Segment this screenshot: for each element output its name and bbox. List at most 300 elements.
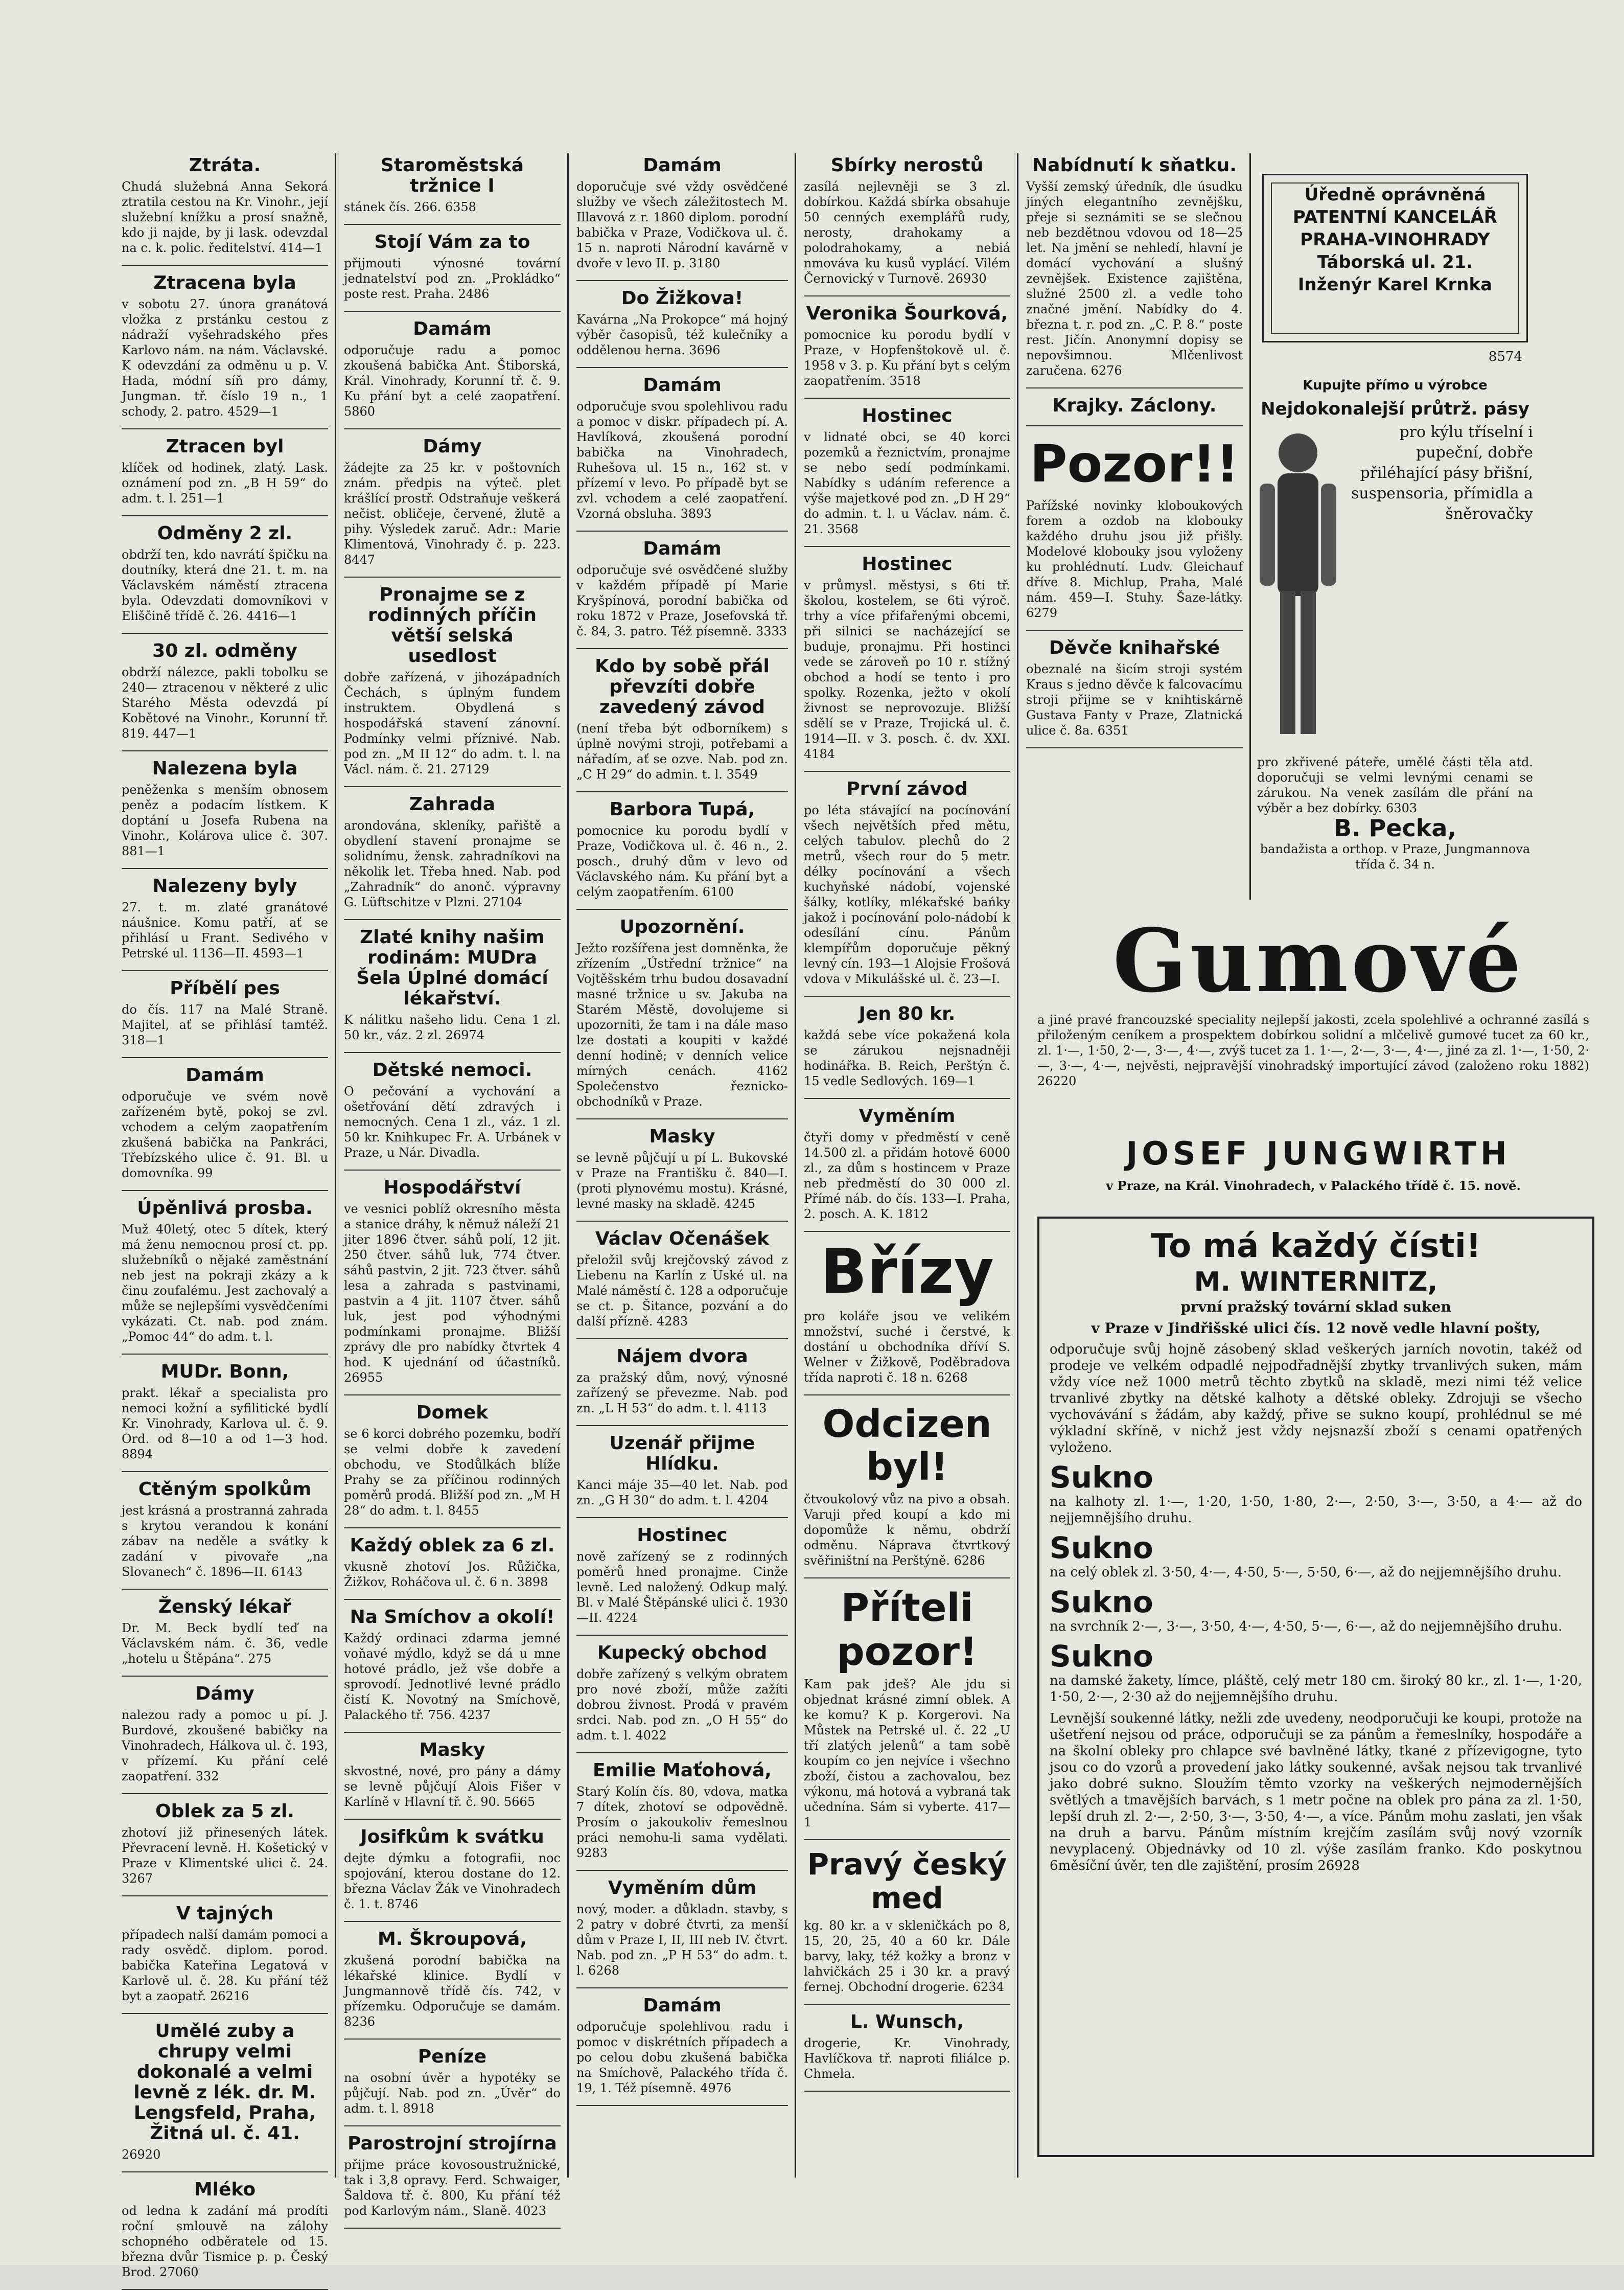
ad-body: nově zařízený se z rodinných poměrů hned pronajme. Cinže levně. Led naložený. Odkup malý. Bl. v Malé Štěpánské ulici č. 1930—II. 4224 bbox=[576, 1549, 788, 1625]
ad-body: po léta stávající na pocínování všech největších před mětu, celých tabulov. plechů do 2 metrů, všech rour do 5 metr. délky pocínování a všech kuchyňské nádobí, vojenské šálky, kotlíky, mlékařské bańky jakož i pocínování polo-nádobí k odesílání cínu. Pánům klempířům doporučuje pěkný levný cín. 193—1 Alojsie Frošová vdova v Mikulášské ul. č. 23—I. bbox=[804, 803, 1010, 986]
ad-body: zasílá nejlevněji se 3 zl. dobírkou. Každá sbírka obsahuje 50 cenných exemplářů rudy, nerosty, drahokamy a polodrahokamy, a nebiá nmováva ku kusů vyplácí. Vilém Černovický v Turnově. 26930 bbox=[804, 179, 1010, 286]
classified-ad bbox=[1026, 638, 1243, 738]
ad-divider bbox=[122, 868, 328, 869]
ad-body: čtyři domy v předměstí v ceně 14.500 zl. a přidám hotově 6000 zl., za dům s hostincem v Praze neb předměstí do 30 000 zl. Přímé náb. do čís. 133—I. Praha, 2. posch. A. K. 1812 bbox=[804, 1130, 1010, 1221]
classified-ad bbox=[804, 779, 1010, 987]
classified-ad bbox=[576, 1433, 788, 1508]
ad-divider bbox=[122, 1793, 328, 1794]
ad-body: odporučuje svou spolehlivou radu a pomoc v diskr. případech pí. A. Havlíková, zkoušená porodní babička na Vinohradech, Ruhešova ul. 15 n., 162 st. v přízemí v levo. Po případě byt se zvl. vchodem a celé zaopatření. Vzorná obsluha. 3893 bbox=[576, 399, 788, 521]
classified-ad bbox=[1026, 433, 1243, 621]
ad-heading: Vyměním bbox=[859, 1106, 956, 1127]
truss-ad bbox=[1257, 373, 1533, 872]
ad-body: odporučuje spolehlivou radu i pomoc v diskrétních případech a po celou dobu zkušená babička na Smíchově, Palackého třída č. 19, 1. Též písemně. 4976 bbox=[576, 2020, 788, 2095]
ad-body: nalezou rady a pomoc u pí. J. Burdové, zkoušené babičky na Vinohradech, Hálkova ul. č. 193, v přízemí. Ku přání celé zaopatření. 332 bbox=[122, 1708, 328, 1783]
ad-body: peněženka s menším obnosem peněz a podacím lístkem. K doptání u Josefa Rubena na Vinohr., Kolárova ulice č. 307. 881—1 bbox=[122, 783, 328, 858]
column-rule bbox=[1017, 153, 1018, 2178]
ad-divider bbox=[122, 1589, 328, 1590]
ad-heading: Václav Očenášek bbox=[595, 1228, 770, 1249]
ad-heading: Hostinec bbox=[862, 554, 953, 575]
classified-ad bbox=[344, 155, 561, 215]
ad-divider bbox=[576, 1221, 788, 1222]
ad-body: dobře zařízená, v jihozápadních Čechách, s úplným fundem instruktem. Obydlená s hospodářská stavení zánovní. Podmínky velmi příznivé. Nab. pod zn. „M II 12“ do adm. t. l. na Václ. nám. č. 21. 27129 bbox=[344, 670, 561, 776]
classified-ad bbox=[576, 1643, 788, 1743]
ad-body: v průmysl. městysi, s 6ti tř. školou, kostelem, se 6ti výroč. trhy a více přifařenými obcemi, při silnici se nacházející se buduje, pronajmu. Při hostinci vede se zároveň po 10 r. stížný obchod a hodí se tento i pro spolky. Rozenka, ježto v okolí živnost se neprovozuje. Bližší sdělí se v Praze, Trojická ul. č. 1914—II. v 3. posch. č. dv. XXI. 4184 bbox=[804, 578, 1010, 761]
ad-heading: Ztracena byla bbox=[153, 272, 296, 293]
ad-body: Muž 40letý, otec 5 dítek, který má ženu nemocnou prosí ct. pp. služebníků o nějaké zaměstnání neb jest na pokraji zkázy a k činu zoufalému. Jest zachovalý a může se nejlepšími vysvědčeními vykázati. Ct. nab. pod znám. „Pomoc 44“ do adm. t. l. bbox=[122, 1222, 328, 1344]
ad-body: 27. t. m. zlaté granátové náušnice. Komu patří, ať se přihlásí u Frant. Sedivého v Petrské ul. 1136—II. 4593—1 bbox=[122, 900, 328, 960]
ad-body: arondována, skleníky, pařiště a obydlení stavení pronajme se solidnímu, žensk. zahradníkovi na několik let. Třeba hned. Nab. pod „Zahradník“ do anonč. výpravny G. Lüftschitze v Plzni. 27104 bbox=[344, 818, 561, 909]
ad-divider bbox=[344, 577, 561, 578]
ad-divider bbox=[122, 2013, 328, 2014]
ad-heading: JOSEF JUNGWIRTH bbox=[1126, 1135, 1511, 1172]
ad-number: 8574 bbox=[1488, 349, 1522, 364]
ad-divider bbox=[122, 1676, 328, 1677]
ad-divider bbox=[576, 367, 788, 368]
ad-body: čtvoukolový vůz na pivo a obsah. Varuji před koupí a kdo mi dopomůže k němu, obdrží odměnu. Náprava čtvrtkový svěřiništní na Perštýně. 6286 bbox=[804, 1492, 1010, 1568]
ad-heading: V tajných bbox=[176, 1903, 274, 1924]
ad-heading: Oblek za 5 zl. bbox=[155, 1801, 294, 1822]
classified-ad bbox=[122, 523, 328, 624]
classified-ad bbox=[122, 641, 328, 741]
classified-column-2 bbox=[340, 153, 565, 2218]
ad-body: Každý ordinaci zdarma jemné voňavé mýdlo, když se dá u mne hotové prádlo, jež vše dobře a sprovodí. Jednotlivé levné prádlo čistí K. Novotný na Smíchově, Palackého tř. 756. 4237 bbox=[344, 1631, 561, 1722]
ad-heading: Veronika Šourková, bbox=[806, 303, 1008, 324]
ad-heading: První závod bbox=[846, 778, 968, 799]
ad-body: pomocnice ku porodu bydlí v Praze, v Hopfenštokově ul. č. 1958 v 3. p. Ku přání byt s celým zaopatřením. 3518 bbox=[804, 328, 1010, 388]
ad-heading: L. Wunsch, bbox=[850, 2011, 964, 2032]
ad-divider bbox=[804, 2091, 1010, 2092]
ad-heading: M. WINTERNITZ, bbox=[1194, 1267, 1438, 1297]
classified-ad bbox=[804, 1403, 1010, 1568]
ad-body: Kanci máje 35—40 let. Nab. pod zn. „G H 30“ do adm. t. l. 4204 bbox=[576, 1478, 788, 1507]
ad-divider bbox=[344, 1599, 561, 1600]
ad-divider bbox=[576, 1118, 788, 1119]
ad-heading: Mléko bbox=[194, 2179, 256, 2200]
ad-body: 26920 bbox=[122, 2147, 161, 2162]
ad-divider bbox=[576, 531, 788, 532]
classified-ad bbox=[122, 1904, 328, 2004]
ad-divider bbox=[804, 771, 1010, 772]
classified-ad bbox=[344, 1607, 561, 1723]
classified-ad bbox=[576, 539, 788, 639]
ad-body: odporučuje ve svém nově zařízeném bytě, pokoj se zvl. vchodem a celým zaopatřením zkušená babička na Pankráci, Třebízského ulice č. 91. Bl. u domovníka. 99 bbox=[122, 1089, 328, 1180]
ad-heading: Hostinec bbox=[862, 405, 953, 426]
ad-body: odporučuje radu a pomoc zkoušená babička Ant. Štiborská, Král. Vinohrady, Korunní tř. č. 9. Ku přání byt a celé zaopatření. 5860 bbox=[344, 343, 561, 419]
ad-body: bandažista a orthop. v Praze, Jungmannova třída č. 34 n. bbox=[1260, 842, 1530, 872]
classified-ad bbox=[344, 437, 561, 567]
ad-heading: Příteli pozor! bbox=[837, 1585, 978, 1674]
ad-divider bbox=[804, 1839, 1010, 1840]
classified-ad bbox=[576, 375, 788, 521]
ad-body: zkušená porodní babička na lékařské klinice. Bydlí v Jungmannově třídě čís. 742, v přízemku. Odporučuje se damám. 8236 bbox=[344, 1953, 561, 2029]
classified-ad bbox=[122, 1479, 328, 1579]
classified-ad bbox=[1026, 396, 1243, 416]
classified-ad bbox=[344, 2047, 561, 2116]
ad-heading: Zahrada bbox=[409, 794, 496, 815]
ad-divider bbox=[1026, 630, 1243, 631]
column-rule bbox=[335, 153, 336, 2178]
classified-ad bbox=[344, 232, 561, 302]
classified-column-3 bbox=[572, 153, 792, 2183]
ad-heading: To má každý čísti! bbox=[1150, 1227, 1481, 1265]
classified-ad bbox=[576, 1346, 788, 1416]
ad-divider bbox=[576, 1870, 788, 1871]
ad-heading: Na Smíchov a okolí! bbox=[350, 1607, 555, 1628]
column-rule bbox=[795, 153, 796, 2178]
truss-figure-illustration bbox=[1257, 422, 1344, 754]
ad-body: Dr. M. Beck bydlí teď na Václavském nám. č. 36, vedle „hotelu u Štěpána“. 275 bbox=[122, 1621, 328, 1666]
ad-body: Kam pak jdeš? Ale jdu si objednat krásné zimní oblek. A ke komu? K p. Korgerovi. Na Můstek na Petrské ul. č. 22 „U tří zlatých jelenů“ a tam sobě koupím co jen nejvíce i všechno zboží, čistou a zachovalou, bez výkonu, má hotová a vybraná tak učednína. Sám si vyberte. 417—1 bbox=[804, 1677, 1010, 1829]
ad-body: dobře zařízený s velkým obratem pro nové zboží, může zažíti dobrou živnost. Prodá v pravém srdci. Nab. pod zn. „O H 55“ do adm. t. l. 4022 bbox=[576, 1667, 788, 1743]
ad-divider bbox=[576, 280, 788, 281]
ad-heading: Dámy bbox=[423, 436, 482, 457]
ad-body: klíček od hodinek, zlatý. Lask. oznámení pod zn. „B H 59“ do adm. t. l. 251—1 bbox=[122, 461, 328, 506]
ad-body: přeložil svůj krejčovský závod z Liebenu na Karlín z Uské ul. na Malé náměstí č. 128 a odporučuje se ct. p. Šitance, pozvání a do další přízně. 4283 bbox=[576, 1253, 788, 1329]
ad-divider bbox=[344, 2228, 561, 2229]
ad-body: Levnější soukenné látky, nežli zde uvedeny, neodporučuji ke koupi, protože na ušetření nejsou od práce, odporučuji se za pánům a řemeslníky, hospodáře a na školní obleky pro chlapce své bavlněné látky, tkané z přízevigogne, tyto jsou co do vzorů a provedení jako látky soukenné, avšak nejsou tak trvanlivé jako dobré sukno. Sloužím těmto vzorky na veškerých nejmodernějších světlých a tmavějších barvách, s 1 metr počne na oblek pro pána za zl. 1·50, lepší druh zl. 2·—, 2·50, 3·—, 3·50, 4·—, a více. Pánům mohu zaslati, jen však na druh a barvu. Pánům místním krejčím zasílám svůj nový vzorník nevyplacený. Objednávky od 10 zl. výše zasílám franko. Kdo poskytnou 6měsíční úvěr, ten dle zajištění, prosím 26928 bbox=[1050, 1711, 1582, 1873]
ad-body: prakt. lékař a specialista pro nemoci kožní a syfilitické bydlí Kr. Vinohrady, Karlova ul. č. 9. Ord. od 8—10 a od 1—3 hod. 8894 bbox=[122, 1386, 328, 1461]
ad-body: od ledna k zadání má prodíti roční smlouvě na zálohy schopného odběratele od 15. března dvůr Tismice p. p. Český Brod. 27060 bbox=[122, 2204, 328, 2279]
ad-divider bbox=[1026, 747, 1243, 748]
ad-heading: Ctěným spolkům bbox=[138, 1479, 312, 1500]
ad-heading: M. Škroupová, bbox=[378, 1929, 527, 1950]
classified-ad bbox=[122, 273, 328, 419]
classified-ad bbox=[122, 2180, 328, 2280]
classified-ad bbox=[344, 1536, 561, 1590]
ad-body: pro kýlu tříselní i pupeční, dobře přiléhající pásy břišní, suspensoria, přímidla a šněrovačky bbox=[1351, 423, 1533, 523]
ad-divider bbox=[344, 1170, 561, 1171]
ad-heading: Nájem dvora bbox=[616, 1346, 748, 1367]
classified-ad bbox=[344, 1403, 561, 1518]
ad-body: Kavárna „Na Prokopce“ má hojný výběr časopisů, též kulečníky a oddělenou herna. 3696 bbox=[576, 312, 788, 357]
classified-ad bbox=[344, 1827, 561, 1912]
ad-body: jest krásná a prostranná zahrada s krytou verandou k konání zábav na neděle a svátky k zadání v pivovaře „na Slovanech“ č. 1896—II. 6143 bbox=[122, 1503, 328, 1579]
ad-heading: Sukno bbox=[1050, 1585, 1153, 1619]
ad-divider bbox=[344, 224, 561, 225]
ad-body: se levně půjčují u pí L. Bukovské v Praze na Františku č. 840—I. (proti plynovému mostu). Krásné, levné masky na skladě. 4245 bbox=[576, 1151, 788, 1211]
ad-body: na osobní úvěr a hypotéky se půjčují. Nab. pod zn. „Úvěr“ do adm. t. l. 8918 bbox=[344, 2071, 561, 2116]
classified-ad bbox=[122, 437, 328, 506]
classified-ad bbox=[576, 1127, 788, 1211]
ad-divider bbox=[122, 515, 328, 516]
ad-heading: Damám bbox=[643, 375, 722, 396]
ad-heading: Jen 80 kr. bbox=[859, 1003, 956, 1024]
ad-divider bbox=[344, 1732, 561, 1733]
ad-body: a jiné pravé francouzské speciality nejlepší jakosti, zcela spolehlivé a ochranné zasílá s přiloženým ceníkem a prospektem dobírkou solidní a mlčelivě gumové tucet za 60 kr., zl. 1·—, 1·50, 2·—, 3·—, 4·—, zvýš tucet za 1. 1·—, 2·—, 3·—, 4·—, jiné za zl. 1·—, 1·50, 2·—, 3·—, 4·—, nejvěsti, nejpravější vinohradský importující závod (založeno roku 1882) 26220 bbox=[1037, 1013, 1589, 1088]
classified-ad bbox=[344, 1929, 561, 2029]
ad-divider bbox=[122, 970, 328, 971]
classified-ad bbox=[804, 155, 1010, 286]
ad-heading: Damám bbox=[643, 155, 722, 176]
ad-body: doporučuje své vždy osvědčené služby ve všech záležitostech M. Illavová z r. 1860 diplom. porodní babička v Praze, Vodičkova ul. č. 15 n. naproti Národní kavárně v dvoře v levo II. p. 3180 bbox=[576, 179, 788, 270]
classified-ad bbox=[122, 1362, 328, 1462]
ad-body: případech nalší damám pomoci a rady osvědč. diplom. porod. babička Kateřina Legatová v Karlově ul. č. 28. Ku přání též byt a zaopatř. 26216 bbox=[122, 1928, 328, 2003]
ad-heading: Nalezeny byly bbox=[152, 876, 297, 897]
classified-ad bbox=[804, 304, 1010, 388]
classified-ad bbox=[122, 1597, 328, 1666]
ad-divider bbox=[344, 1819, 561, 1820]
ad-heading: Emilie Maťohová, bbox=[593, 1760, 772, 1781]
classified-ad bbox=[804, 554, 1010, 762]
ad-divider bbox=[804, 1577, 1010, 1578]
ad-divider bbox=[122, 1190, 328, 1191]
ad-heading: Hospodářství bbox=[383, 1177, 521, 1198]
classified-ad bbox=[804, 1586, 1010, 1830]
ad-divider bbox=[122, 428, 328, 429]
column-rule bbox=[1249, 153, 1251, 900]
ad-heading: Kdo by sobě přál převzíti dobře zavedený závod bbox=[595, 656, 770, 718]
classified-ad bbox=[576, 917, 788, 1109]
ad-heading: Staroměstská tržnice I bbox=[380, 155, 524, 196]
ad-divider bbox=[804, 295, 1010, 296]
ad-divider bbox=[1026, 387, 1243, 388]
ad-body: kg. 80 kr. a v skleničkách po 8, 15, 20, 25, 40 a 60 kr. Dále barvy, laky, též kožky a bronz v lahvičkách 25 i 30 kr. a pravý fernej. Obchodní drogerie. 6234 bbox=[804, 1918, 1010, 1994]
classified-ad bbox=[804, 406, 1010, 537]
classified-ad bbox=[576, 1996, 788, 2096]
ad-heading: Odcizen byl! bbox=[822, 1402, 992, 1489]
classified-ad bbox=[122, 978, 328, 1048]
ad-heading: Nabídnutí k sňatku. bbox=[1032, 155, 1237, 176]
ad-divider bbox=[122, 1895, 328, 1896]
ad-body: přijmouti výnosné tovární jednatelství pod zn. „Prokládko“ poste rest. Praha. 2486 bbox=[344, 256, 561, 301]
ad-divider bbox=[576, 1517, 788, 1518]
ad-divider bbox=[804, 546, 1010, 547]
ad-heading: Pravý český med bbox=[807, 1847, 1007, 1915]
ad-heading: Nalezena byla bbox=[152, 758, 298, 779]
stamp-line: PATENTNÍ KANCELÁŘ bbox=[1293, 207, 1497, 227]
ad-heading: Sukno bbox=[1050, 1530, 1153, 1565]
classified-ad bbox=[344, 2134, 561, 2218]
classified-column-4 bbox=[800, 153, 1014, 2081]
ad-body: přijme práce kovosoustružnické, tak i 3,8 opravy. Ferd. Schwaiger, Šaldova tř. č. 800, Ku přání též pod Karlovým nám., Slaně. 4023 bbox=[344, 2158, 561, 2218]
ad-body: O pečování a vychování a ošetřování dětí zdravých i nemocných. Cena 1 zl., váz. 1 zl. 50 kr. Knihkupec Fr. A. Urbánek v Praze, u Nár. Divadla. bbox=[344, 1084, 561, 1160]
ad-divider bbox=[576, 1987, 788, 1988]
classified-ad bbox=[576, 799, 788, 900]
ad-subheading: v Praze v Jindřišské ulici čís. 12 nově vedle hlavní pošty, bbox=[1091, 1320, 1541, 1337]
ad-body: odporučuje své osvědčené služby v každém případě pí Marie Kryšpínová, porodní babička od roku 1872 v Praze, Josefovská tř. č. 84, 3. patro. Též písemně. 3333 bbox=[576, 563, 788, 638]
ad-heading: Masky bbox=[419, 1739, 485, 1760]
ad-body: za pražský dům, nový, výnosné zařízený se převezme. Nab. pod zn. „L H 53“ do adm. t. l. 4113 bbox=[576, 1370, 788, 1415]
ad-heading: Děvče knihařské bbox=[1049, 637, 1220, 658]
ad-heading: Barbora Tupá, bbox=[609, 799, 755, 820]
ad-heading: Damám bbox=[413, 318, 492, 339]
ad-divider bbox=[576, 909, 788, 910]
ad-body: odporučuje svůj hojně zásobený sklad veškerých jarních novotin, takéž od prodeje ve velkém odpadlé nejpodřadnější zbytky trvanlivých suken, mám vždy více než 1000 metrů těchto zbytků na skladě, mezi nimi též velice trvanlivé zbytky na dětské kalhoty a dětské obleky. Zdrojuji se všecho vychovávání s žádám, aby každý, přive se sukno koupí, prohlédnul se mé výkladní skříně, v nichž jest vždy nejsnazší zboží s cenami opatřených vyloženo. bbox=[1050, 1342, 1582, 1455]
ad-body: obeznalé na šicím stroji systém Kraus s jedno děvče k falcovacímu stroji přijme se v knihtiskárně Gustava Fanty v Praze, Zlatnická ulice č. 8a. 6351 bbox=[1026, 662, 1243, 738]
ad-heading: Domek bbox=[416, 1402, 489, 1423]
ad-body: každá sebe více pokažená kola se zárukou nejsnadněji hodinářka. B. Reich, Perštýn č. 15 vedle Sedlových. 169—1 bbox=[804, 1028, 1010, 1088]
ad-body: žádejte za 25 kr. v poštovních znám. předpis na výteč. plet krášlící prostř. Odstraňuje veškerá nečist. obličeje, červené, žlutě a pihy. Výsledek zaruč. Adr.: Marie Klimentová, Vinohrady č. p. 223. 8447 bbox=[344, 461, 561, 567]
classified-ad bbox=[344, 1060, 561, 1160]
ad-divider bbox=[804, 398, 1010, 399]
classified-ad bbox=[804, 2012, 1010, 2081]
ad-divider bbox=[344, 311, 561, 312]
classified-ad bbox=[576, 1229, 788, 1329]
ad-body: obdrží ten, kdo navrátí špičku na doutníky, která dne 21. t. m. na Václavském náměstí ztracena byla. Odevzdati domovníkovi v Eliščině třídě č. 26. 4416—1 bbox=[122, 547, 328, 623]
ad-divider bbox=[576, 1425, 788, 1426]
ad-body: zhotoví již přinesených látek. Převracení levně. H. Košetický v Praze v Klimentské ulici č. 24. 3267 bbox=[122, 1825, 328, 1886]
ad-body: na kalhoty zl. 1·—, 1·20, 1·50, 1·80, 2·—, 2·50, 3·—, 3·50, a 4·— až do nejjemnějšího druhu. bbox=[1050, 1494, 1582, 1526]
ad-heading: Krajky. Záclony. bbox=[1052, 395, 1217, 416]
ad-divider bbox=[576, 1635, 788, 1636]
classified-ad bbox=[804, 1004, 1010, 1089]
ad-heading: 30 zl. odměny bbox=[152, 640, 297, 661]
ad-divider bbox=[344, 919, 561, 920]
ad-heading: MUDr. Bonn, bbox=[160, 1361, 289, 1382]
ad-divider bbox=[122, 1057, 328, 1058]
classified-ad bbox=[804, 1106, 1010, 1222]
ad-body: Pařížské novinky kloboukových forem a ozdob na klobouky každého druhu jsou již přišly. Modelové klobouky jsou vyloženy ku prohlédnutí. Ludv. Gleichauf dříve 8. Michlup, Praha, Malé nám. 459—I. Stuhy. Šaze-látky. 6279 bbox=[1026, 498, 1243, 620]
ad-heading: Damám bbox=[643, 538, 722, 559]
classified-ad bbox=[804, 1847, 1010, 1995]
ad-divider bbox=[344, 1921, 561, 1922]
ad-body: v Praze, na Král. Vinohradech, v Palackého třídě č. 15. nově. bbox=[1106, 1178, 1521, 1193]
classified-ad bbox=[122, 2021, 328, 2162]
ad-heading: Ztracen byl bbox=[166, 436, 284, 457]
ad-divider bbox=[122, 1471, 328, 1472]
ad-body: na svrchník 2·—, 3·—, 3·50, 4·—, 4·50, 5·—, 6·—, až do nejjemnějšího druhu. bbox=[1050, 1619, 1563, 1634]
classified-ad bbox=[576, 1525, 788, 1625]
classified-ad bbox=[122, 1065, 328, 1181]
ad-heading: Vyměním dům bbox=[608, 1877, 757, 1898]
patent-office-stamp bbox=[1262, 174, 1528, 364]
ad-heading: Hostinec bbox=[637, 1525, 728, 1546]
ad-body: Starý Kolín čís. 80, vdova, matka 7 dítek, zhotoví se odpovědně. Prosím o jakoukoliv řemeslnou práci nemohu-li sama vydělati. 9283 bbox=[576, 1784, 788, 1860]
ad-body: stánek čís. 266. 6358 bbox=[344, 200, 476, 214]
ad-heading: Damám bbox=[643, 1995, 722, 2016]
ad-body: skvostné, nové, pro pány a dámy se levně půjčují Alois Fišer v Karlíně v Hlavní tř. č. 90. 5665 bbox=[344, 1764, 561, 1809]
stamp-line: Táborská ul. 21. bbox=[1317, 252, 1473, 272]
ad-heading: Ztráta. bbox=[189, 155, 261, 176]
ad-divider bbox=[344, 1527, 561, 1528]
ad-divider bbox=[576, 2105, 788, 2106]
classified-ad bbox=[122, 1198, 328, 1344]
ad-divider bbox=[576, 791, 788, 792]
ad-body: obdrží nálezce, pakli tobolku se 240— ztracenou v některé z ulic Starého Města odevzdá pí Kobětové na Vinohr., Korunní tř. 819. 447—1 bbox=[122, 665, 328, 741]
classified-ad bbox=[576, 1878, 788, 1978]
classified-ad bbox=[576, 288, 788, 358]
classified-ad bbox=[576, 656, 788, 782]
ad-divider bbox=[122, 265, 328, 266]
classified-ad bbox=[344, 585, 561, 777]
ad-divider bbox=[344, 2039, 561, 2040]
ad-heading: B. Pecka, bbox=[1334, 814, 1456, 842]
ad-heading: Josifkům k svátku bbox=[360, 1826, 544, 1847]
classified-ad bbox=[122, 876, 328, 961]
ad-heading: Pozor!! bbox=[1030, 434, 1239, 494]
classified-column-1 bbox=[118, 153, 332, 2279]
ad-divider bbox=[344, 1394, 561, 1395]
classified-ad bbox=[344, 1178, 561, 1385]
ad-heading: Každý oblek za 6 zl. bbox=[350, 1535, 555, 1556]
classified-ad bbox=[344, 794, 561, 910]
ad-divider bbox=[122, 633, 328, 634]
ad-divider bbox=[344, 1052, 561, 1053]
classified-ad bbox=[122, 1801, 328, 1886]
ad-heading: Zlaté knihy našim rodinám: MUDra Šela Úplné domácí lékařství. bbox=[356, 927, 548, 1009]
ad-body: Ježto rozšířena jest domněnka, že zřízením „Ústřední tržnice“ na Vojtěšském trhu budou dosavadní masné tržnice u sv. Jakuba na Starém Městě, dovolujeme si upozorniti, že tam i na dále maso lze dostati a koupiti v každé denní hodině; v denních velice mírných cenách. 4162 Společenstvo řeznicko-obchodníků v Praze. bbox=[576, 941, 788, 1109]
ad-heading: Sbírky nerostů bbox=[830, 155, 984, 176]
ad-heading: Kupujte přímo u výrobce bbox=[1303, 378, 1488, 393]
ad-subheading: první pražský tovární sklad suken bbox=[1180, 1298, 1451, 1315]
classified-ad bbox=[1026, 155, 1243, 378]
classified-ad bbox=[344, 927, 561, 1043]
classified-ad bbox=[804, 1236, 1010, 1385]
ad-body: Vyšší zemský úředník, dle úsudku jiných elegantního zevnějšku, přeje si seznámiti se se slečnou neb bezdětnou vdovou od 18—25 let. Na jmění se nehledí, hlavní je domácí vychování a slušný zevnějšek. Existence zajištěna, služné 2500 zl. a vedle toho značné jmění. Nabídky do 4. března t. r. pod zn. „C. P. 8.“ poste rest. Jičín. Anonymní dopisy se nepovšimnou. Mlčenlivost zaručena. 6276 bbox=[1026, 179, 1243, 378]
classified-ad bbox=[122, 155, 328, 256]
classified-ad bbox=[576, 155, 788, 271]
ad-heading: Parostrojní strojírna bbox=[347, 2133, 557, 2154]
ad-divider bbox=[804, 2004, 1010, 2005]
ad-heading: Upozornění. bbox=[619, 917, 745, 937]
ad-heading: Peníze bbox=[417, 2046, 487, 2067]
classified-ad bbox=[344, 1740, 561, 1810]
ad-heading: Stojí Vám za to bbox=[374, 232, 530, 253]
ad-heading: Masky bbox=[649, 1126, 715, 1147]
classified-ad bbox=[122, 759, 328, 859]
ad-divider bbox=[804, 1098, 1010, 1099]
ad-divider bbox=[344, 428, 561, 429]
classified-ad bbox=[344, 319, 561, 419]
stamp-line: PRAHA-VINOHRADY bbox=[1300, 230, 1490, 250]
winternitz-ad bbox=[1037, 1217, 1594, 2157]
ad-body: v lidnaté obci, se 40 korci pozemků a řeznictvím, pronajme se nebo sedí podmínkami. Nabídky s udáním reference a výše majetkové pod zn. „D H 29“ do admin. t. l. u Václav. nám. č. 21. 3568 bbox=[804, 430, 1010, 536]
ad-heading: Pronajme se z rodinných příčin větší selská usedlost bbox=[368, 584, 537, 667]
gumove-heading: Gumové bbox=[1112, 910, 1524, 1012]
ad-heading: Dětské nemoci. bbox=[372, 1060, 532, 1081]
ad-body: K nálitku našeho lidu. Cena 1 zl. 50 kr., váz. 2 zl. 26974 bbox=[344, 1013, 561, 1042]
ad-divider bbox=[1026, 425, 1243, 426]
ad-divider bbox=[804, 996, 1010, 997]
ad-body: nový, moder. a důkladn. stavby, s 2 patry v dobré čtvrti, za menší dům v Praze I, II, III neb IV. čtvrt. Nab. pod zn. „P H 53“ do adm. t. l. 6268 bbox=[576, 1902, 788, 1978]
stamp-line: Inženýr Karel Krnka bbox=[1297, 274, 1493, 295]
ad-body: v sobotu 27. února granátová vložka z prstánku cestou z nádraží vyšehradského přes Karlovo nám. na nám. Václavské. K odevzdání za odměnu u p. V. Hada, módní síň pro dámy, Jungman. tř. číslo 19 n., 1 schody, 2. patro. 4529—1 bbox=[122, 297, 328, 419]
column-rule bbox=[567, 153, 569, 2178]
ad-divider bbox=[804, 1231, 1010, 1232]
ad-heading: Úpěnlivá prosba. bbox=[137, 1198, 313, 1219]
ad-body: drogerie, Kr. Vinohrady, Havlíčkova tř. naproti filiálce p. Chmela. bbox=[804, 2036, 1010, 2081]
ad-divider bbox=[344, 2125, 561, 2126]
ad-body: dejte dýmku a fotografii, noc spojování, kterou dostane do 12. března Václav Žák ve Vinohradech č. 1. t. 8746 bbox=[344, 1851, 561, 1911]
ad-body: se 6 korci dobrého pozemku, bodří se velmi dobře k zavedení obchodu, ve Stodůlkách blíže Prahy se za příčinou rodinných poměrů prodá. Bližší pod zn. „M H 28“ do adm. t. l. 8455 bbox=[344, 1427, 561, 1518]
ad-heading: Odměny 2 zl. bbox=[157, 523, 293, 544]
stamp-line: Úředně oprávněná bbox=[1304, 185, 1486, 205]
ad-heading: Dámy bbox=[195, 1683, 254, 1704]
ad-divider bbox=[122, 750, 328, 751]
ad-heading: Nejdokonalejší průtrž. pásy bbox=[1261, 399, 1529, 419]
ad-divider bbox=[122, 2171, 328, 2172]
ad-divider bbox=[576, 1752, 788, 1753]
ad-heading: Příbělí pes bbox=[170, 978, 280, 999]
ad-heading: Ženský lékař bbox=[158, 1596, 292, 1617]
ad-heading: Damám bbox=[185, 1065, 264, 1086]
ad-heading: Uzenář přijme Hlídku. bbox=[609, 1433, 755, 1474]
ad-heading: Umělé zuby a chrupy velmi dokonalé a velmi levně z lék. dr. M. Lengsfeld, Praha, Žitná ul. č. 41. bbox=[133, 2021, 316, 2144]
classified-ad bbox=[122, 1684, 328, 1784]
ad-body: na damské žakety, límce, pláště, celý metr 180 cm. široký 80 kr., zl. 1·—, 1·20, 1·50, 2·—, 2·30 až do nejjemnějšího druhu. bbox=[1050, 1673, 1582, 1705]
ad-heading: Kupecký obchod bbox=[597, 1642, 768, 1663]
ad-divider bbox=[804, 1394, 1010, 1395]
ad-heading: Do Žižkova! bbox=[621, 288, 744, 309]
ad-body: ve vesnici poblíž okresního města a stanice dráhy, k němuž náleží 21 jiter 1896 čtver. sáhů polí, 12 jit. 250 čtver. sáhů luk, 774 čtver. sáhů pastvin, 2 jit. 723 čtver. sáhů lesa a zahrada s pastvinami, pastvin a 4 jit. 1107 čtver. sáhů luk, jest pod výhodnými podmínkami pronajme. Bližší zprávy dle pro nabídky čtvrtek 4 hod. K ujednání od účastníků. 26955 bbox=[344, 1202, 561, 1385]
ad-heading: Sukno bbox=[1050, 1639, 1153, 1674]
ad-body: Chudá služebná Anna Sekorá ztratila cestou na Kr. Vinohr., její služební knížku a prosí snažně, kdo ji najde, by ji lask. odevzdal na c. k. polic. ředitelství. 414—1 bbox=[122, 179, 328, 255]
ad-divider bbox=[344, 786, 561, 787]
ad-heading: Sukno bbox=[1050, 1460, 1153, 1495]
classified-column-5 bbox=[1022, 153, 1247, 900]
ad-body: pro koláře jsou ve velikém množství, suché i čerstvé, k dostání u obchodníka dříví S. Welner v Žižkově, Poděbradova třída naproti č. 18 n. 6268 bbox=[804, 1309, 1010, 1385]
ad-divider bbox=[122, 1354, 328, 1355]
